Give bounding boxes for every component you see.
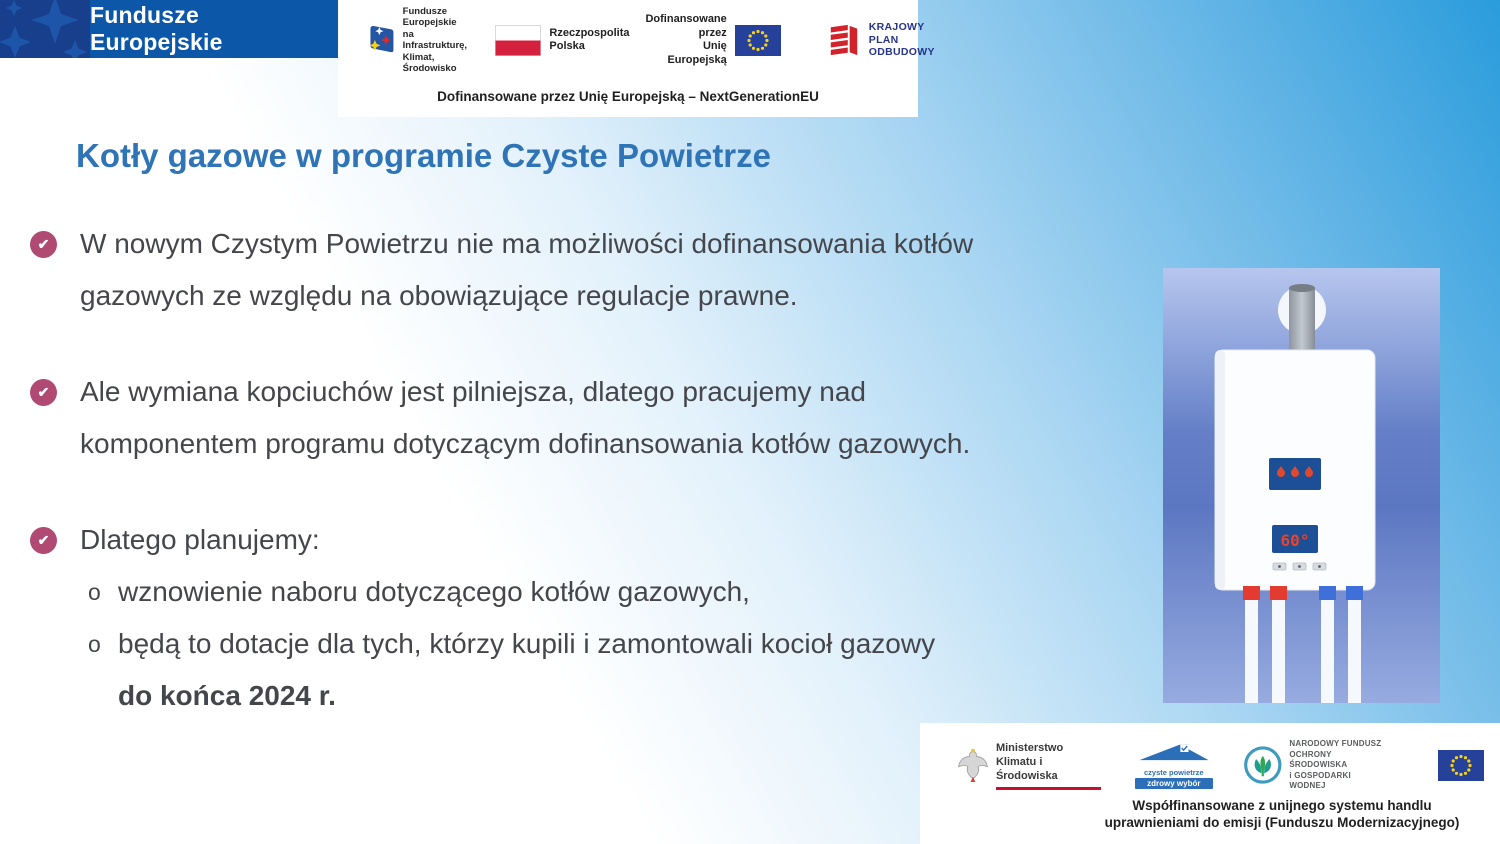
nfos-tree-icon: [1243, 744, 1283, 786]
bullet-1-line2: gazowych ze względu na obowiązujące regulacje prawne.: [80, 280, 798, 311]
circle-marker-icon: o: [88, 579, 101, 605]
kpo-line2: PLAN: [868, 33, 899, 46]
bullet-2-text: [80, 366, 970, 470]
feio-flag-icon: [366, 17, 396, 63]
bullet-3-text: Dlatego planujemy:: [80, 524, 320, 555]
check-bullet-icon: ✔: [30, 527, 57, 554]
bullet-2-line2: komponentem programu dotyczącym dofinansowania kotłów gazowych.: [80, 428, 971, 459]
list-item: [30, 366, 1150, 470]
sub-bullet-2-line1: będą to dotacje dla tych, którzy kupili i zamontowali kocioł gazowy: [118, 628, 936, 659]
nfos-logo: [1243, 739, 1386, 792]
footer-caption-line2: uprawnieniami do emisji (Funduszu Modernizacyjnego): [1104, 815, 1460, 830]
sub-bullet-list: [88, 566, 1150, 722]
bullet-2-line1: Ale wymiana kopciuchów jest pilniejsza, dlatego pracujemy nad: [80, 376, 866, 407]
feio-line1: Fundusze Europejskie: [402, 5, 457, 28]
eu-funding-text: [645, 13, 726, 67]
sub-list-item: [88, 618, 1150, 722]
ministry-logo-text: [996, 741, 1101, 790]
feio-line3: Klimat, Środowisko: [402, 51, 457, 74]
czyste-line1: czyste powietrze: [1143, 767, 1204, 777]
boiler-buttons: [1273, 563, 1326, 570]
ministry-line1: Ministerstwo: [995, 742, 1064, 754]
sub-bullet-2-bold-line: do końca 2024 r.: [118, 680, 336, 711]
kpo-logo-icon: [827, 21, 861, 59]
header-logos-row: [366, 5, 935, 74]
sub-bullet-2-text: [118, 618, 935, 722]
fundusze-europejskie-banner: [0, 0, 338, 58]
poland-line2: Polska: [549, 40, 585, 52]
circle-marker-icon: o: [88, 631, 101, 657]
nfos-line2: OCHRONY ŚRODOWISKA: [1289, 749, 1348, 769]
boiler-temperature-display: 60°: [1280, 531, 1310, 550]
bullet-list: [30, 218, 1150, 722]
poland-flag-icon: [495, 25, 541, 56]
sub-list-item: [88, 566, 1150, 618]
nfos-line3: i GOSPODARKI WODNEJ: [1289, 770, 1351, 790]
feio-logo: [366, 6, 477, 75]
bullet-1-text: [80, 218, 973, 322]
footer-caption: [1070, 797, 1494, 831]
footer-logos-row: [956, 739, 1484, 792]
check-bullet-icon: ✔: [30, 379, 57, 406]
banner-label-area: [90, 0, 338, 58]
ministry-logo: [956, 741, 1101, 790]
ministry-red-rule: [996, 787, 1101, 790]
eu-funding-logo: [645, 13, 780, 67]
kpo-line1: KRAJOWY: [868, 21, 925, 34]
footer-logo-bar: [920, 723, 1500, 844]
czyste-line2: zdrowy wybór: [1135, 778, 1213, 789]
kpo-line3: ODBUDOWY: [868, 46, 935, 59]
header-caption: Dofinansowane przez Unię Europejską – NextGenerationEU: [437, 89, 819, 104]
kpo-logo-text: [869, 21, 935, 59]
poland-logo: [495, 25, 629, 56]
page-title: Kotły gazowe w programie Czyste Powietrze: [76, 137, 771, 174]
eu-funding-line1: Dofinansowane przez: [645, 13, 727, 39]
gas-boiler-image: [1163, 268, 1440, 703]
kpo-logo: [827, 21, 935, 59]
sub-bullet-1-text: wznowienie naboru dotyczącego kotłów gazowych,: [118, 576, 750, 607]
footer-caption-line1: Współfinansowane z unijnego systemu handlu: [1132, 798, 1432, 813]
poland-logo-text: [549, 27, 629, 54]
house-roof-icon: [1135, 742, 1213, 762]
eu-funding-line2: Unię Europejską: [667, 40, 727, 66]
feio-line2: na Infrastrukturę,: [402, 28, 468, 51]
nfos-logo-text: [1289, 739, 1386, 792]
stars-pattern-icon: [0, 0, 90, 58]
list-item: [30, 218, 1150, 322]
feio-logo-text: [403, 6, 478, 75]
eu-flag-icon: [1438, 750, 1484, 781]
poland-line1: Rzeczpospolita: [549, 26, 630, 39]
czyste-powietrze-logo: [1135, 742, 1213, 789]
header-logo-box: [338, 0, 935, 117]
eagle-icon: [956, 744, 990, 786]
list-item: [30, 514, 1150, 566]
gas-boiler-illustration: [1163, 268, 1440, 703]
ministry-line2: Klimatu i Środowiska: [995, 756, 1058, 782]
banner-label: Fundusze Europejskie: [90, 2, 223, 55]
nfos-line1: NARODOWY FUNDUSZ: [1289, 739, 1382, 748]
bullet-1-line1: W nowym Czystym Powietrzu nie ma możliwości dofinansowania kotłów: [80, 228, 974, 259]
check-bullet-icon: ✔: [30, 231, 57, 258]
eu-flag-icon: [735, 25, 781, 56]
